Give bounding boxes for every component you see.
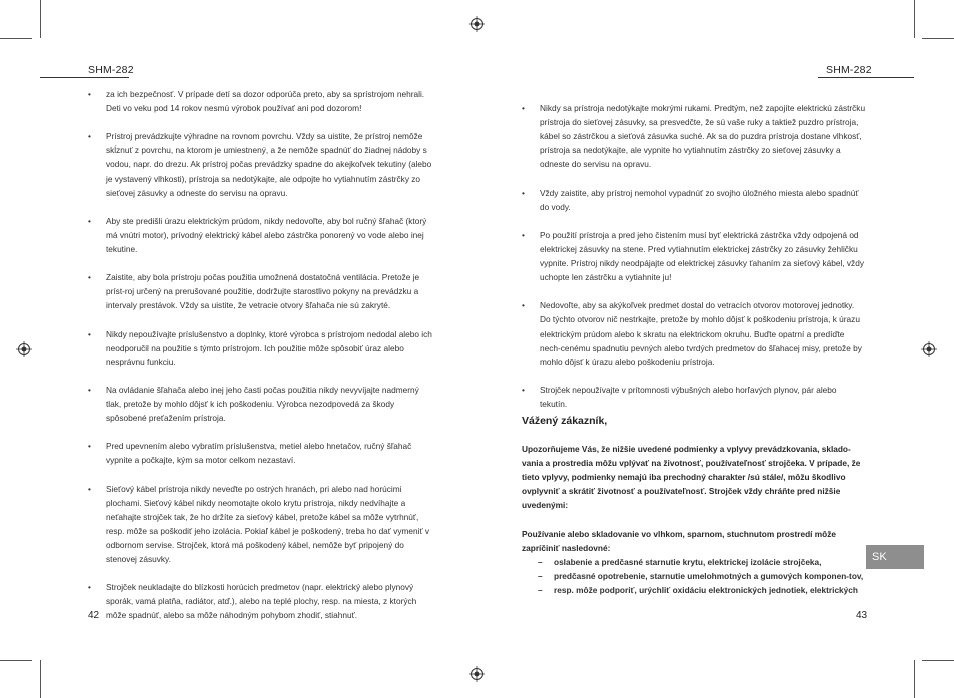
bullet-item: • Na ovládanie šľahača alebo inej jeho časti počas použitia nikdy nevyvíjajte nadmerný tlak, pretože by mohlo dôjsť k ich poškodeniu. Výrobca nezodpovedá za škody spôsobené preťažením prístroja. — [88, 384, 419, 424]
language-tab: SK — [866, 545, 924, 569]
model-label: SHM-282 — [88, 64, 134, 76]
bullet-text: za ich bezpečnosť. V prípade detí sa dozor odporúča preto, aby sa sprístrojom nehrali. Deti vo veku pod 14 rokov nesmú výrobok používať ani pod dozorom! — [106, 89, 425, 114]
header-rule — [40, 77, 129, 78]
bullet-item: • Strojček neukladajte do blízkosti horúcich predmetov (napr. elektrický alebo plynový sporák, vamá platňa, radiátor, atď.), alebo na teplé plochy, resp. na miesta, z ktorých môže spadnúť, alebo sa môže náhodným pohybom zhodiť, stiahnuť. — [88, 582, 417, 621]
bullet-text: Pred upevnením alebo vybratím príslušenstva, metiel alebo hnetačov, ručný šľahač vypnite a počkajte, kým sa motor celkom nezastaví. — [106, 441, 412, 466]
bullet-item: • Zaistite, aby bola prístroju počas použitia umožnená dostatočná ventilácia. Pretože je príst-roj určený na prerušované použitie, dodržujte starostlivo pokyny na prevádzku a intervaly prestávok. Vždy sa uistite, že vetracie otvory šľahača nie sú zakryté. — [88, 272, 420, 311]
right-page — [477, 0, 954, 698]
dash-item-text: predčasné opotrebenie, starnutie umelohmotných a gumových komponen-tov, — [554, 570, 864, 581]
bullet-text: Prístroj prevádzkujte výhradne na rovnom povrchu. Vždy sa uistite, že prístroj nemôže skĺznuť z povrchu, na ktorom je umiestnený, a že nemôže spadnúť do žiadnej nádoby s vodou, napr. do drezu. Ak prístroj počas prevádzky spadne do akejkoľvek tekutiny (alebo je vystavený vlhkosti), prístroja sa nedotýkajte, ale odpojte ho vytiahnutím zástrčky zo sieťovej zásuvky a odneste do servisu na opravu. — [106, 131, 432, 198]
bullet-item: • Sieťový kábel prístroja nikdy neveďte po ostrých hranách, pri alebo nad horúcimi plochami. Sieťový kábel nikdy neomotajte okolo krytu prístroja, nikdy nedvíhajte a neťahajte strojček tak, že ho držíte za sieťový kábel, pretože kábel sa môže vytrhnúť, resp. môže sa poškodiť jeho izolácia. Pokiaľ kábel je poškodený, treba ho dať vymeniť v odbornom servise. Strojček, ktorá má poškodený kábel, nemôže byť pripojený do stenovej zásuvky. — [88, 483, 430, 565]
bullet-item: • Nikdy nepoužívajte príslušenstvo a doplnky, ktoré výrobca s prístrojom nedodal alebo ich neodporučil na použitie s týmto prístrojom. Ich použitie môže spôsobiť úraz alebo nesprávnu funkciu. — [88, 328, 432, 367]
dash-item-text: oslabenie a predčasné starnutie krytu, elektrickej izolácie strojčeka, — [554, 556, 822, 567]
bullet-item: • Pred upevnením alebo vybratím príslušenstva, metiel alebo hnetačov, ručný šľahač vypnite a počkajte, kým sa motor celkom nezastaví. — [88, 441, 412, 466]
bullet-text: Nikdy sa prístroja nedotýkajte mokrými rukami. Predtým, než zapojíte elektrickú zástrčku prístroja do sieťovej zásuvky, sa presvedčte, že sú vaše ruky a taktiež puzdro prístroja, kábel so zástrčkou a sieťová zásuvka suché. Ak sa do puzdra prístroja dostane vlhkosť, prístroja sa nedotýkajte, ale vypnite ho vytiahnutím zástrčky zo sieťovej zásuvky a odneste do servisu na opravu. — [540, 103, 866, 170]
bullet-text: Na ovládanie šľahača alebo inej jeho časti počas použitia nikdy nevyvíjajte nadmerný tlak, pretože by mohlo dôjsť k ich poškodeniu. Výrobca nezodpovedá za škody spôsobené preťažením prístroja. — [106, 384, 419, 424]
bullet-item: • Po použití prístroja a pred jeho čistením musí byť elektrická zástrčka vždy odpojená od elektrickej zásuvky na stene. Pred vytiahnutím elektrickej zástrčky zo zásuvky žehličku vypnite. Prístroj nikdy neodpájajte od elektrickej zásuvky ťahaním za sieťový kábel, vždy uchopte len zástrčku a vytiahnite ju! — [522, 229, 864, 283]
left-text-column — [88, 87, 434, 623]
bullet-item: • Strojček nepoužívajte v prítomnosti výbušných alebo horľavých plynov, pár alebo tekutín. — [522, 384, 837, 409]
bullet-item: • Prístroj prevádzkujte výhradne na rovnom povrchu. Vždy sa uistite, že prístroj nemôže skĺznuť z povrchu, na ktorom je umiestnený, a že nemôže spadnúť do žiadnej nádoby s vodou, napr. do drezu. Ak prístroj počas prevádzky spadne do akejkoľvek tekutiny (alebo je vystavený vlhkosti), prístroja sa nedotýkajte, ale odpojte ho vytiahnutím zástrčky zo sieťovej zásuvky a odneste do servisu na opravu. — [88, 131, 432, 198]
bullet-text: Sieťový kábel prístroja nikdy neveďte po ostrých hranách, pri alebo nad horúcimi plochami. Sieťový kábel nikdy neomotajte okolo krytu prístroja, nikdy nedvíhajte a neťahajte strojček tak, že ho držíte za sieťový kábel, pretože kábel sa môže vytrhnúť, resp. môže sa poškodiť jeho izolácia. Pokiaľ kábel je poškodený, treba ho dať vymeniť v odbornom servise. Strojček, ktorá má poškodený kábel, nemôže byť pripojený do stenovej zásuvky. — [106, 483, 430, 565]
bullet-text: Nedovoľte, aby sa akýkoľvek predmet dostal do vetracích otvorov motorovej jednotky. Do týchto otvorov nič nestrkajte, pretože by mohlo dôjsť k poškodeniu prístroja, k úrazu elektrickým prúdom alebo k skratu na elektrickom okruhu. Buďte opatrní a predíďte nech-cenému spadnutiu pevných alebo tvrdých predmetov do šľahacej misy, pretože by mohlo dôjsť k úrazu alebo poškodeniu prístroja. — [540, 300, 862, 367]
bullet-text: Strojček nepoužívajte v prítomnosti výbušných alebo horľavých plynov, pár alebo tekutín. — [540, 384, 837, 409]
bullet-item: • za ich bezpečnosť. V prípade detí sa dozor odporúča preto, aby sa sprístrojom nehrali. Deti vo veku pod 14 rokov nesmú výrobok používať ani pod dozorom! — [88, 89, 425, 114]
page-number: 43 — [856, 610, 868, 621]
page-number: 42 — [88, 610, 100, 621]
bullet-item: • Aby ste predišli úrazu elektrickým prúdom, nikdy nedovoľte, aby bol ručný šľahač (ktorý má vnútri motor), prívodný elektrický kábel alebo zástrčka ponorený vo vode alebo inej tekutine. — [88, 215, 427, 255]
dash-list-item: – resp. môže podporiť, urýchliť oxidáciu elektronických jednotiek, elektrických — [538, 585, 858, 596]
customer-notice-section — [522, 414, 866, 597]
section-heading: Vážený zákazník, — [522, 415, 608, 427]
bullet-item: • Nikdy sa prístroja nedotýkajte mokrými rukami. Predtým, než zapojíte elektrickú zástrčku prístroja do sieťovej zásuvky, sa presvedčte, že sú vaše ruky a taktiež puzdro prístroja, kábel so zástrčkou a sieťová zásuvka suché. Ak sa do puzdra prístroja dostane vlhkosť, prístroja sa nedotýkajte, ale vypnite ho vytiahnutím zástrčky zo sieťovej zásuvky a odneste do servisu na opravu. — [522, 103, 866, 170]
bullet-text: Po použití prístroja a pred jeho čistením musí byť elektrická zástrčka vždy odpojená od elektrickej zásuvky na stene. Pred vytiahnutím elektrickej zástrčky zo zásuvky žehličku vypnite. Prístroj nikdy neodpájajte od elektrickej zásuvky ťahaním za sieťový kábel, vždy uchopte len zástrčku a vytiahnite ju! — [540, 229, 864, 283]
bullet-text: Vždy zaistite, aby prístroj nemohol vypadnúť zo svojho úložného miesta alebo spadnúť do vody. — [540, 187, 859, 212]
dash-item-text: resp. môže podporiť, urýchliť oxidáciu elektronických jednotiek, elektrických — [554, 585, 858, 596]
dash-list-item: – predčasné opotrebenie, starnutie umelohmotných a gumových komponen-tov, — [538, 570, 864, 581]
model-label: SHM-282 — [826, 64, 872, 76]
header-rule — [818, 77, 914, 78]
bullet-text: Strojček neukladajte do blízkosti horúcich predmetov (napr. elektrický alebo plynový sporák, vamá platňa, radiátor, atď.), alebo na teplé plochy, resp. na miesta, z ktorých môže spadnúť, alebo sa môže náhodným pohybom zhodiť, stiahnuť. — [106, 582, 417, 621]
notice-paragraph: Upozorňujeme Vás, že nižšie uvedené podmienky a vplyvy prevádzkovania, sklado-vania a prostredia môžu vplývať na životnosť, používateľnosť strojčeka. V prípade, že tieto vplyvy, podmienky nemajú iba prechodný charakter /sú stále/, môžu škodlivo ovplyvniť a skrátiť životnosť a používateľnosť. Strojček vždy chráňte pred nižšie uvedenými: — [522, 444, 861, 511]
right-text-column — [522, 101, 866, 411]
bullet-text: Zaistite, aby bola prístroju počas použitia umožnená dostatočná ventilácia. Pretože je príst-roj určený na prerušované použitie, dodržujte starostlivo pokyny na prevádzku a intervaly prestávok. Vždy sa uistite, že vetracie otvory šľahača nie sú zakryté. — [106, 272, 420, 311]
bullet-item: • Vždy zaistite, aby prístroj nemohol vypadnúť zo svojho úložného miesta alebo spadnúť do vody. — [522, 187, 859, 212]
bullet-text: Nikdy nepoužívajte príslušenstvo a doplnky, ktoré výrobca s prístrojom nedodal alebo ich neodporučil na použitie s týmto prístrojom. Ich použitie môže spôsobiť úraz alebo nesprávnu funkciu. — [106, 328, 432, 367]
bullet-item: • Nedovoľte, aby sa akýkoľvek predmet dostal do vetracích otvorov motorovej jednotky. Do týchto otvorov nič nestrkajte, pretože by mohlo dôjsť k poškodeniu prístroja, k úrazu elektrickým prúdom alebo k skratu na elektrickom okruhu. Buďte opatrní a predíďte nech-cenému spadnutiu pevných alebo tvrdých predmetov do šľahacej misy, pretože by mohlo dôjsť k úrazu alebo poškodeniu prístroja. — [522, 300, 862, 367]
usage-paragraph: Používanie alebo skladovanie vo vlhkom, sparnom, stuchnutom prostredí môže zapríčiniť nasledovné: — [522, 528, 836, 553]
dash-list-item: – oslabenie a predčasné starnutie krytu, elektrickej izolácie strojčeka, — [538, 556, 822, 567]
bullet-text: Aby ste predišli úrazu elektrickým prúdom, nikdy nedovoľte, aby bol ručný šľahač (ktorý má vnútri motor), prívodný elektrický kábel alebo zástrčka ponorený vo vode alebo inej tekutine. — [106, 215, 427, 255]
